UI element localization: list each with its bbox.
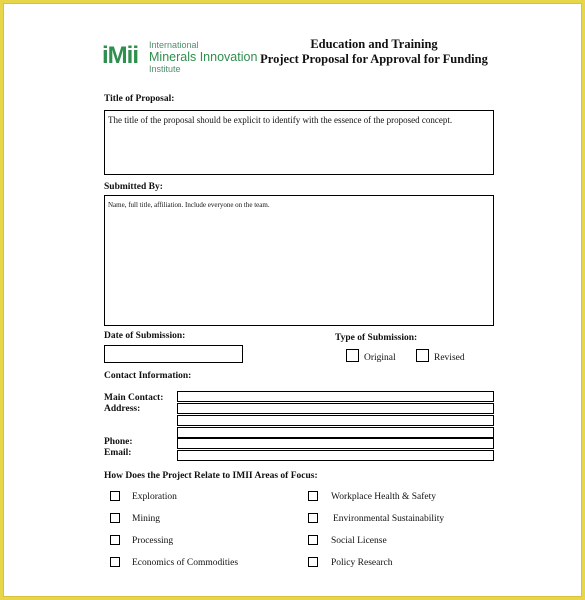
date-of-submission-field[interactable] (104, 345, 243, 363)
processing-checkbox[interactable] (110, 535, 120, 545)
phone-label: Phone: (104, 437, 133, 447)
submitted-by-hint: Name, full title, affiliation. Include everyone on the team. (108, 201, 270, 209)
imii-logo-text (149, 40, 257, 74)
workplace-health-safety-checkbox[interactable] (308, 491, 318, 501)
social-license-checkbox[interactable] (308, 535, 318, 545)
mining-label: Mining (132, 514, 160, 524)
address-label: Address: (104, 404, 141, 414)
economics-of-commodities-checkbox[interactable] (110, 557, 120, 567)
logo-line-2: Minerals Innovation (149, 49, 258, 64)
environmental-sustainability-checkbox[interactable] (308, 513, 318, 523)
email-field[interactable] (177, 450, 494, 461)
submitted-by-field[interactable] (104, 195, 494, 326)
exploration-label: Exploration (132, 492, 177, 502)
revised-option-label: Revised (434, 353, 465, 363)
policy-research-checkbox[interactable] (308, 557, 318, 567)
logo-line-3: Institute (149, 63, 181, 74)
mining-checkbox[interactable] (110, 513, 120, 523)
address-field-3[interactable] (177, 427, 494, 438)
document-heading (249, 37, 499, 67)
date-of-submission-label: Date of Submission: (104, 331, 186, 341)
economics-of-commodities-label: Economics of Commodities (132, 558, 239, 568)
phone-field[interactable] (177, 438, 494, 449)
environmental-sustainability-label: Environmental Sustainability (333, 514, 445, 524)
type-of-submission-label: Type of Submission: (335, 333, 418, 343)
revised-checkbox[interactable] (416, 349, 429, 362)
policy-research-label: Policy Research (331, 558, 393, 568)
original-checkbox[interactable] (346, 349, 359, 362)
address-field-2[interactable] (177, 415, 494, 426)
original-option-label: Original (364, 353, 396, 363)
title-of-proposal-hint: The title of the proposal should be explicit to identify with the essence of the proposed concept. (108, 115, 453, 125)
submitted-by-label: Submitted By: (104, 182, 163, 192)
contact-information-label: Contact Information: (104, 371, 192, 381)
document-page (3, 3, 582, 597)
heading-line-2: Project Proposal for Approval for Funding (260, 52, 488, 66)
address-field-1[interactable] (177, 403, 494, 414)
main-contact-field[interactable] (177, 391, 494, 402)
workplace-health-safety-label: Workplace Health & Safety (331, 492, 437, 502)
social-license-label: Social License (331, 536, 387, 546)
imii-logo-mark (102, 42, 138, 70)
logo-line-1: International (149, 40, 199, 50)
title-of-proposal-label: Title of Proposal: (104, 94, 175, 104)
exploration-checkbox[interactable] (110, 491, 120, 501)
heading-line-1: Education and Training (310, 37, 438, 51)
processing-label: Processing (132, 536, 174, 546)
email-label: Email: (104, 448, 132, 458)
areas-of-focus-label: How Does the Project Relate to IMII Areas of Focus: (104, 471, 318, 481)
title-of-proposal-field[interactable] (104, 110, 494, 175)
logo-mark-text: iMii (102, 42, 138, 69)
main-contact-label: Main Contact: (104, 393, 164, 403)
